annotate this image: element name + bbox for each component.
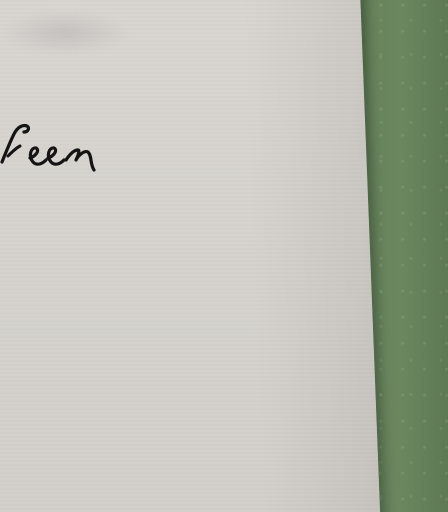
handwritten-word bbox=[0, 112, 100, 182]
faint-blurred-marks bbox=[0, 10, 130, 55]
